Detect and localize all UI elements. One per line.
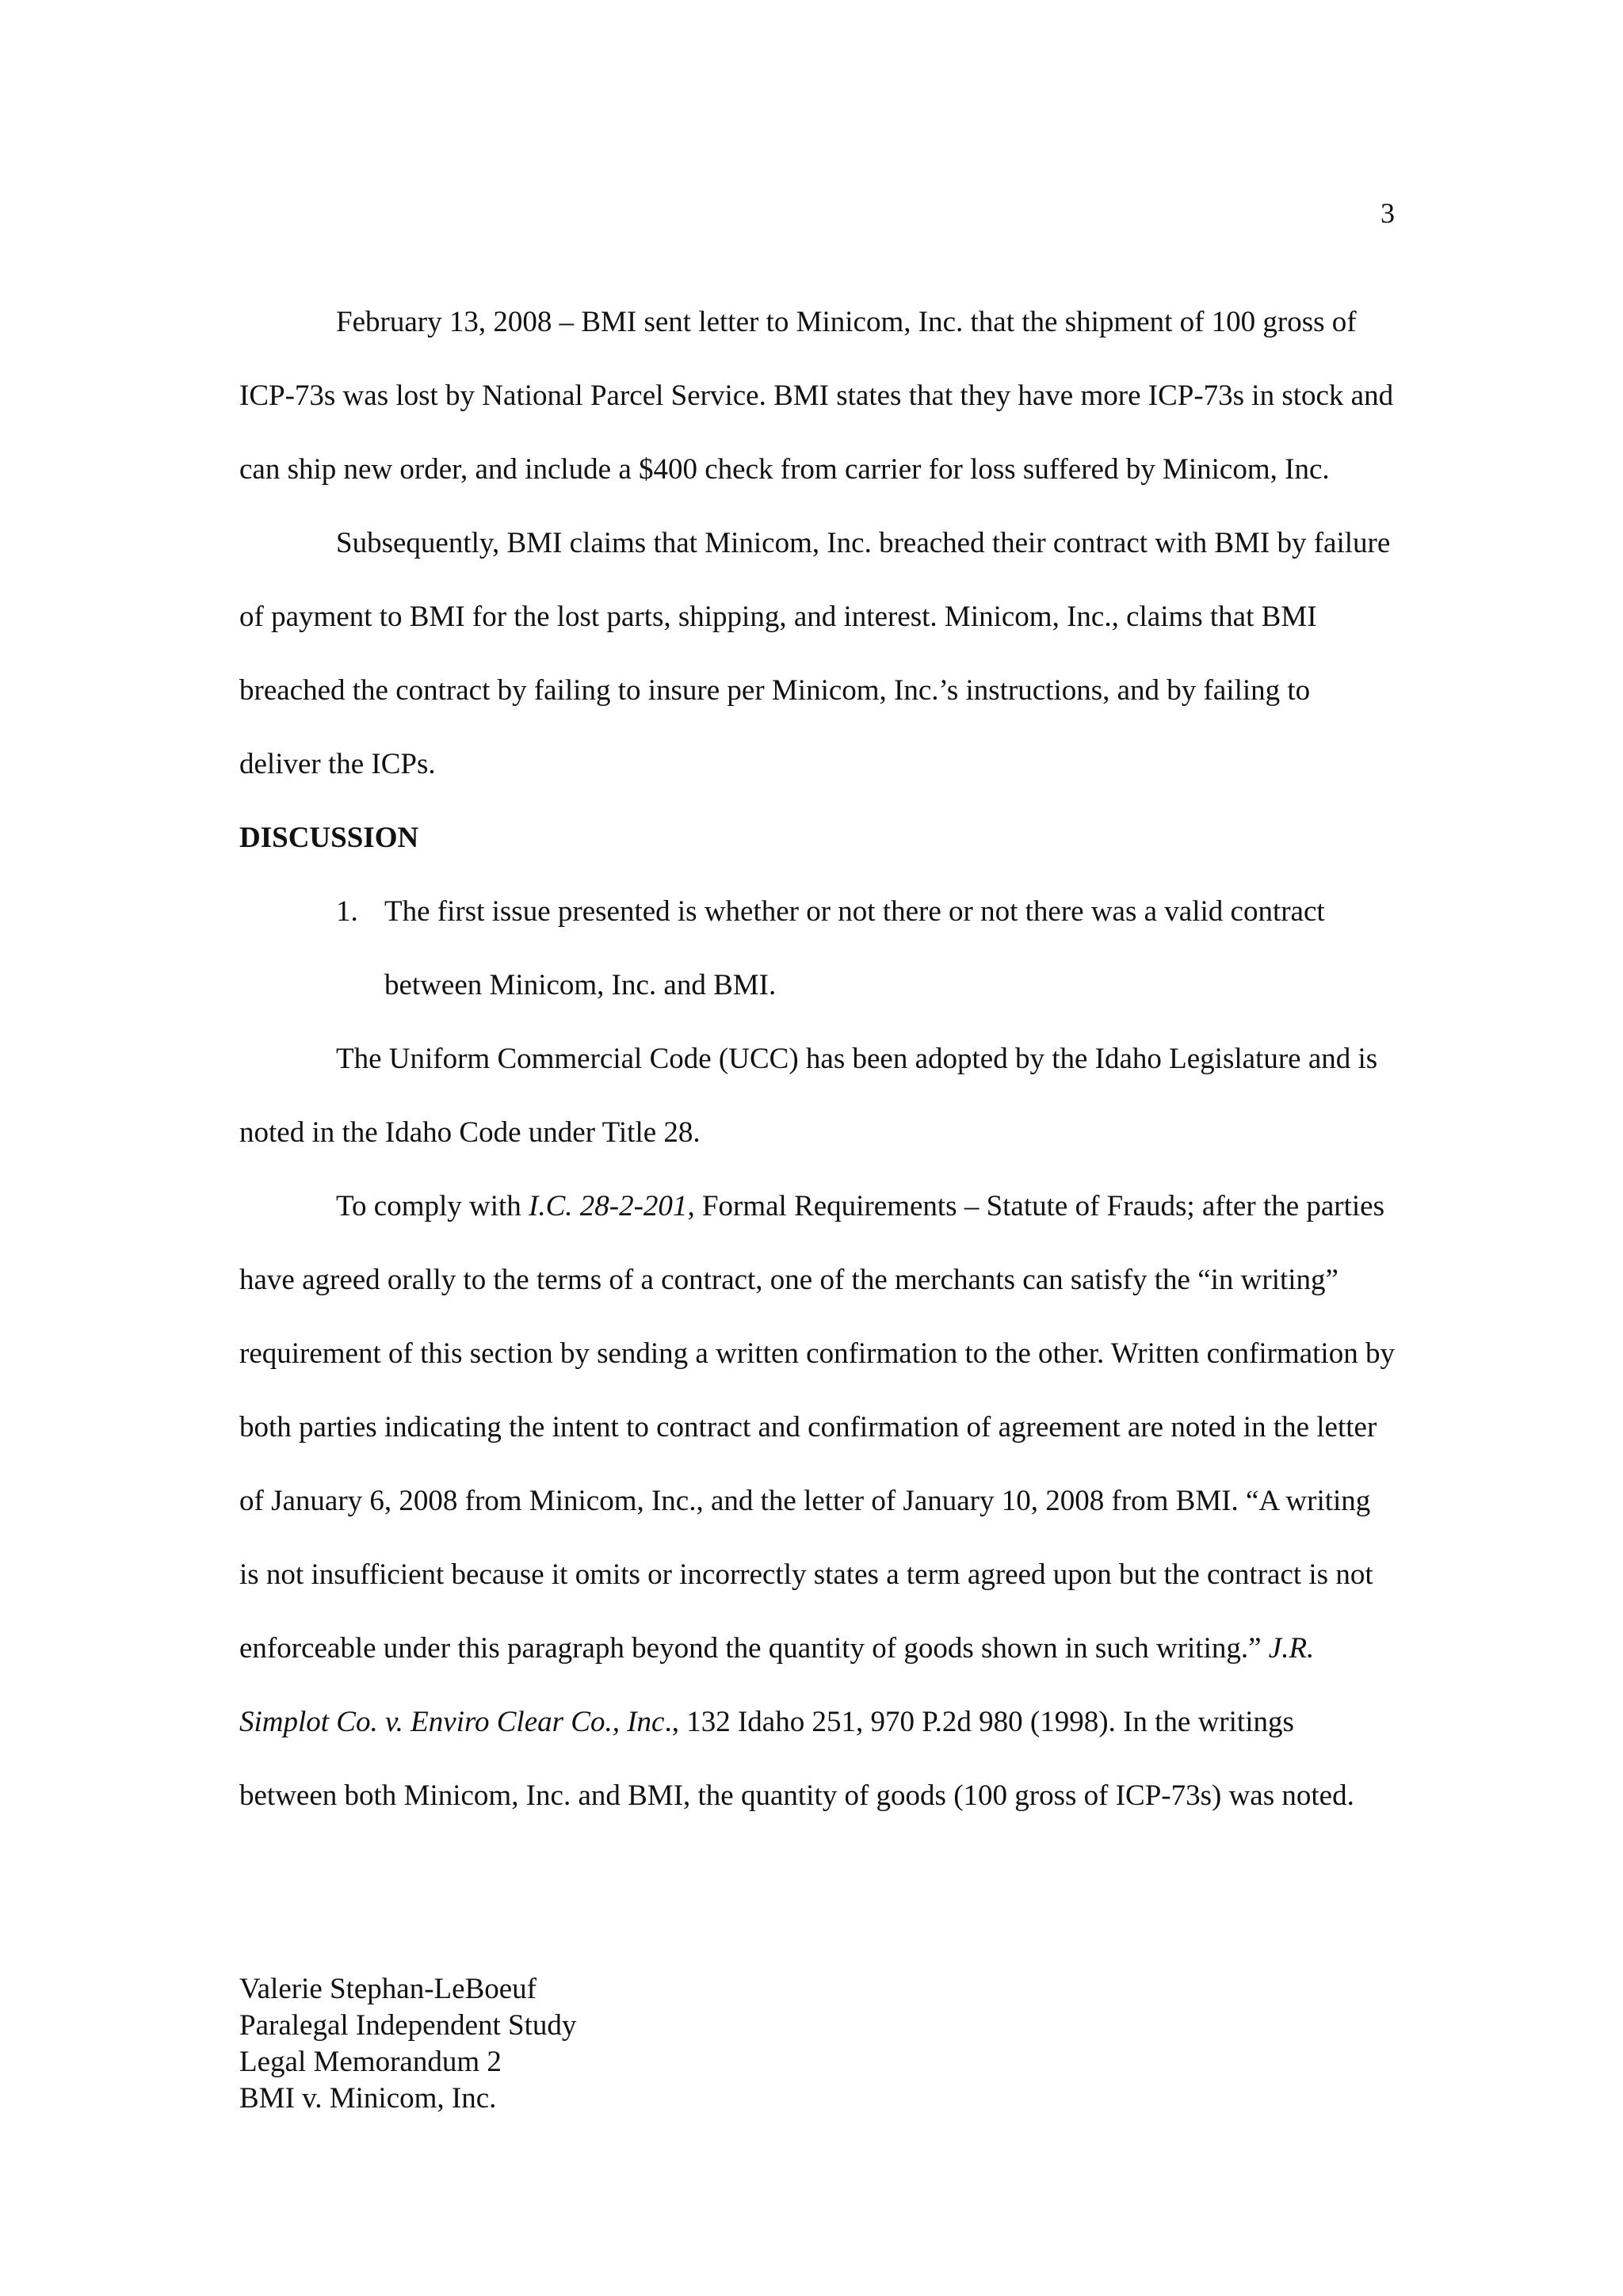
statute-citation: I.C. 28-2-201 [529,1190,688,1222]
text-after-citation: , Formal Requirements – Statute of Frauds; after the parties have agreed orally to the terms of a contract, one of the merchants can satisfy the “in writing” requirement of this section by sending a written confirmation to the other. Written confirmation by both parties indicating the intent to contract and confirmation of agreement are noted in the letter of January 6, 2008 from Minicom, Inc., and the letter of January 10, 2008 from BMI. “A writing is not insufficient because it omits or incorrectly states a term agreed upon but the contract is not enforceable under this paragraph beyond the quantity of goods shown in such writing.” [239,1190,1395,1665]
paragraph-statute-of-frauds [239,1169,1396,1833]
footer-course: Paralegal Independent Study [239,2009,577,2042]
memo-body [239,285,1396,1833]
footer-document: Legal Memorandum 2 [239,2046,502,2078]
case-citation: J.R. Simplot Co. v. Enviro Clear Co., Inc [239,1632,1315,1738]
issue-text: The first issue presented is whether or not there or not there was a valid contract between Minicom, Inc. and BMI. [384,895,1325,1001]
text-lead: To comply with [336,1190,529,1222]
footer-case: BMI v. Minicom, Inc. [239,2082,497,2115]
numbered-issue-1 [239,875,1396,1022]
text-after-case: ., 132 Idaho 251, 970 P.2d 980 (1998). In the writings between both Minicom, Inc. and BMI, the quantity of goods (100 gross of ICP-73s) was noted. [239,1706,1354,1812]
section-heading-discussion: DISCUSSION [239,822,419,854]
footer-block [239,1971,1190,2117]
issue-number: 1. [336,895,358,928]
paragraph-ucc: The Uniform Commercial Code (UCC) has been adopted by the Idaho Legislature and is noted in the Idaho Code under Title 28. [239,1043,1378,1149]
footer-author: Valerie Stephan-LeBoeuf [239,1973,537,2005]
paragraph-shipment-lost: February 13, 2008 – BMI sent letter to Minicom, Inc. that the shipment of 100 gross of ICP-73s was lost by National Parcel Service. BMI states that they have more ICP-73s in stock and can ship new order, and include a $400 check from carrier for loss suffered by Minicom, Inc. [239,306,1394,486]
paragraph-breach-claims: Subsequently, BMI claims that Minicom, Inc. breached their contract with BMI by failure of payment to BMI for the lost parts, shipping, and interest. Minicom, Inc., claims that BMI breached the contract by failing to insure per Minicom, Inc.’s instructions, and by failing to deliver the ICPs. [239,527,1391,780]
page-number: 3 [1381,197,1395,229]
